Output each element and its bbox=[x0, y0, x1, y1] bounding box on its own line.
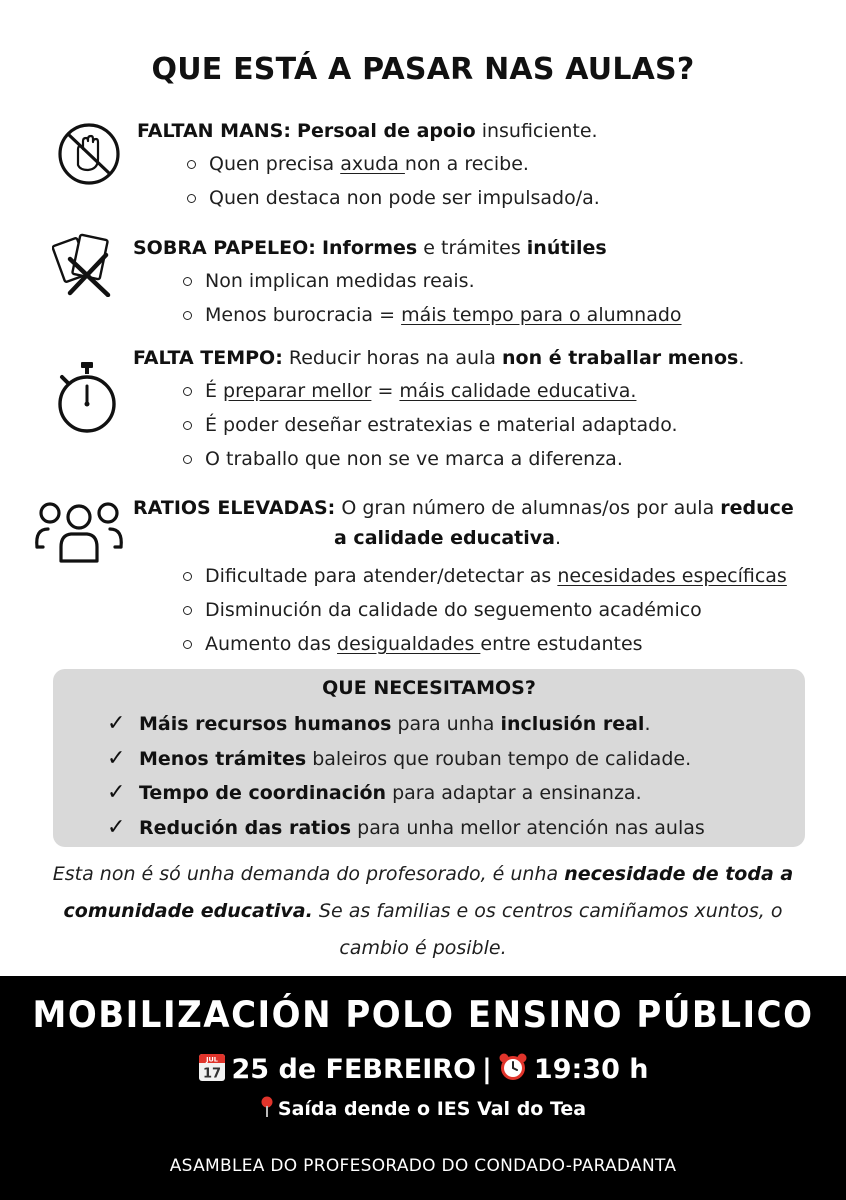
section-heading-faltan-mans: FALTAN MANS: Persoal de apoio insuficiente. bbox=[137, 120, 598, 142]
event-location: Saída dende o IES Val do Tea bbox=[0, 1096, 846, 1123]
list-item: É poder deseñar estratexias e material adaptado. bbox=[181, 408, 678, 442]
checkmark-icon: ✓ bbox=[107, 780, 126, 805]
people-group-icon bbox=[31, 497, 127, 565]
needs-title: QUE NECESITAMOS? bbox=[322, 677, 536, 699]
list-item: Quen precisa axuda non a recibe. bbox=[185, 147, 600, 181]
section-heading-falta-tempo: FALTA TEMPO: Reducir horas na aula non é traballar menos. bbox=[133, 347, 745, 369]
list-item: Non implican medidas reais. bbox=[181, 264, 682, 298]
event-date-time: JUL 17 25 de FEBREIRO | 19:30 h bbox=[0, 1052, 846, 1089]
needs-panel bbox=[53, 669, 805, 847]
page-title: QUE ESTÁ A PASAR NAS AULAS? bbox=[151, 52, 695, 87]
section-heading-ratios-elevadas: RATIOS ELEVADAS: O gran número de alumnas/os por aula reduce a calidade educativa. bbox=[133, 497, 794, 549]
list-item: ✓ Menos trámites baleiros que rouban tempo de calidade. bbox=[107, 742, 705, 777]
checkmark-icon: ✓ bbox=[107, 711, 126, 736]
list-item: Dificultade para atender/detectar as necesidades específicas bbox=[181, 559, 787, 593]
list-item: ✓ Redución das ratios para unha mellor atención nas aulas bbox=[107, 811, 705, 846]
bullet-list-ratios-elevadas bbox=[181, 559, 787, 661]
list-item: ✓ Tempo de coordinación para adaptar a ensinanza. bbox=[107, 776, 705, 811]
event-time: 19:30 h bbox=[533, 1054, 649, 1085]
svg-text:17: 17 bbox=[202, 1066, 221, 1082]
event-banner bbox=[0, 976, 846, 1200]
list-item: Disminución da calidade do seguemento académico bbox=[181, 593, 787, 627]
list-item: É preparar mellor = máis calidade educativa. bbox=[181, 374, 678, 408]
bullet-list-sobra-papeleo bbox=[181, 264, 682, 332]
list-item: ✓ Máis recursos humanos para unha inclusión real. bbox=[107, 707, 705, 742]
checkmark-icon: ✓ bbox=[107, 814, 126, 840]
pin-icon bbox=[260, 1096, 274, 1123]
list-item: Quen destaca non pode ser impulsado/a. bbox=[185, 181, 600, 215]
list-item: Aumento das desigualdades entre estudantes bbox=[181, 627, 787, 661]
organizer-name: ASAMBLEA DO PROFESORADO DO CONDADO-PARADANTA bbox=[169, 1156, 677, 1176]
calendar-icon bbox=[198, 1052, 226, 1089]
stopwatch-icon bbox=[54, 360, 120, 436]
list-item: O traballo que non se ve marca a diferenza. bbox=[181, 442, 678, 476]
bullet-list-faltan-mans bbox=[185, 147, 600, 215]
paperwork-crossed-icon bbox=[52, 231, 118, 297]
svg-text:JUL: JUL bbox=[205, 1055, 218, 1064]
no-hands-icon bbox=[56, 121, 122, 187]
section-heading-sobra-papeleo: SOBRA PAPELEO: Informes e trámites inútiles bbox=[133, 237, 607, 259]
needs-list bbox=[107, 707, 705, 845]
alarm-clock-icon bbox=[498, 1052, 528, 1089]
event-title: MOBILIZACIÓN POLO ENSINO PÚBLICO bbox=[32, 993, 814, 1037]
checkmark-icon: ✓ bbox=[107, 745, 126, 771]
event-date: 25 de FEBREIRO bbox=[231, 1054, 477, 1085]
list-item: Menos burocracia = máis tempo para o alumnado bbox=[181, 298, 682, 332]
bullet-list-falta-tempo bbox=[181, 374, 678, 476]
closing-statement: Esta non é só unha demanda do profesorado, é unha necesidade de toda a comunidade educativa. Se as familias e os centros camiñamos xuntos, o cambio é posible. bbox=[52, 863, 794, 959]
